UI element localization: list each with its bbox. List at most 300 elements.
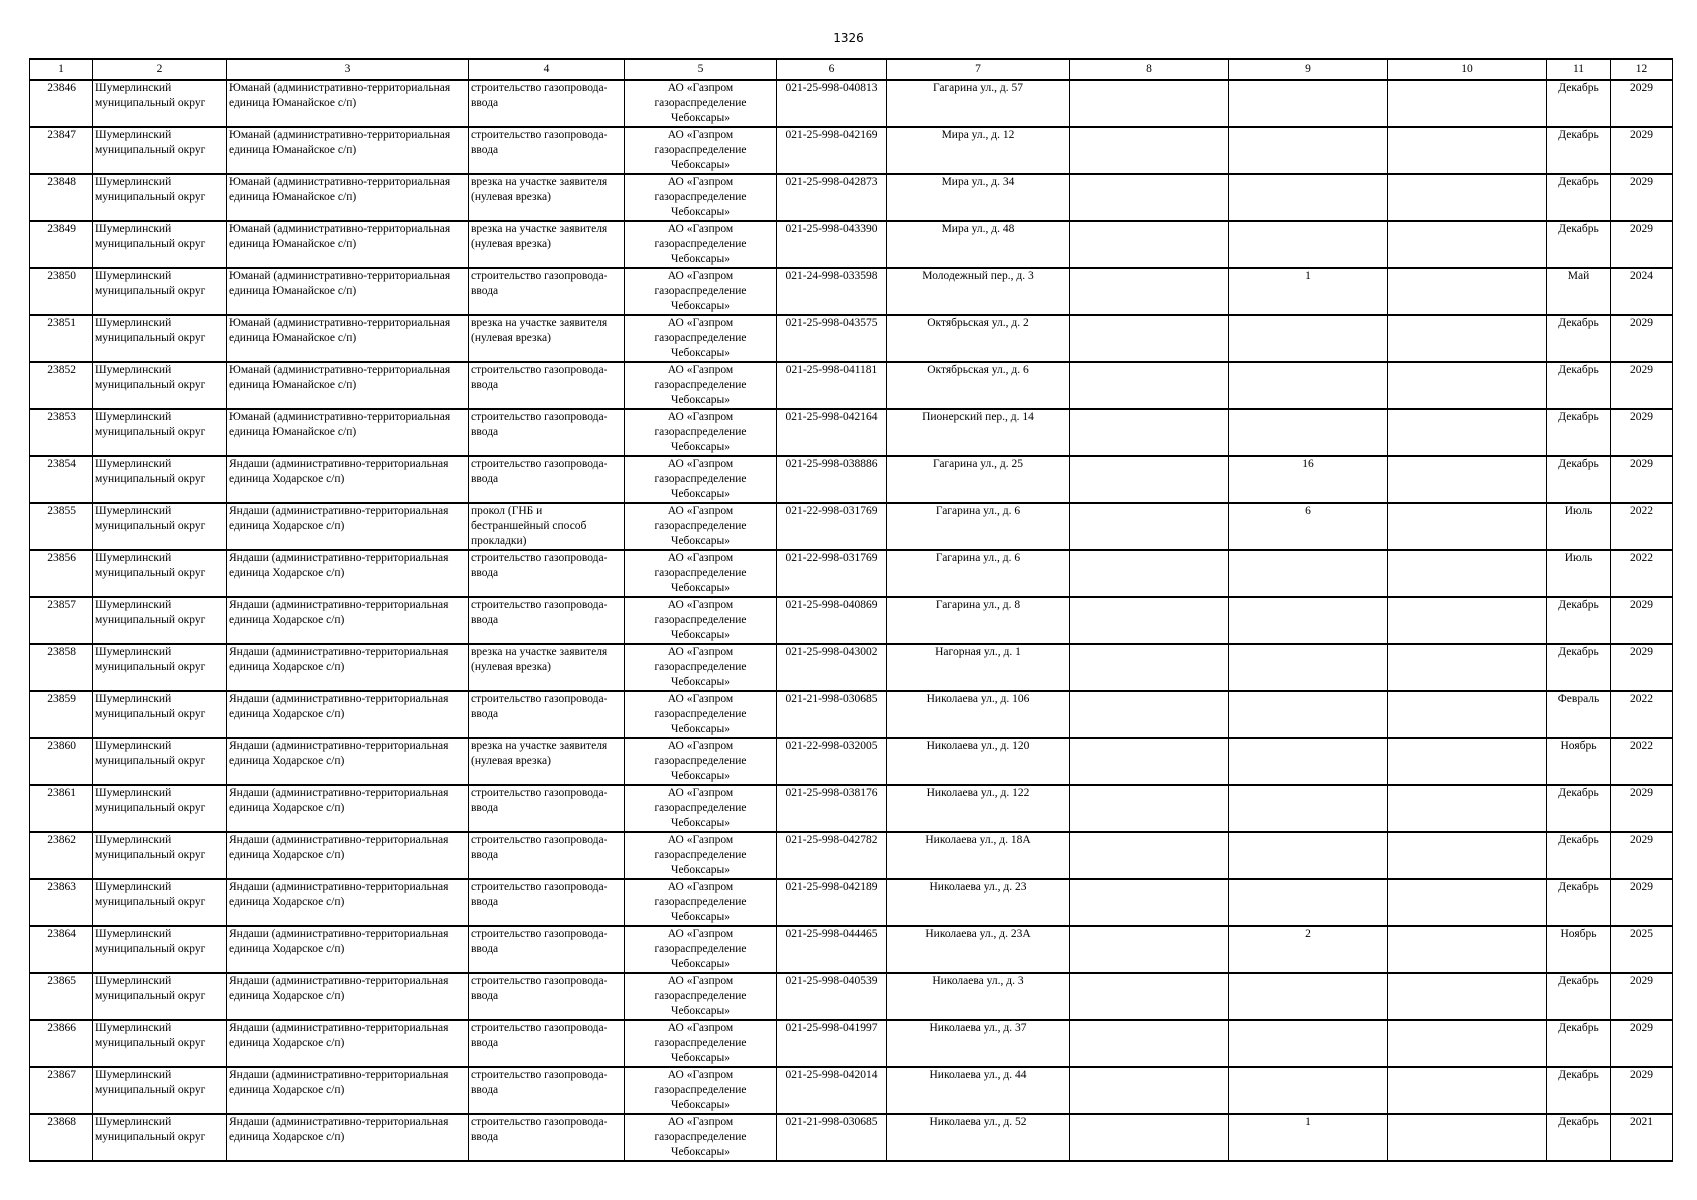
- col9-cell: [1229, 409, 1388, 456]
- locality-cell: Яндаши (административно-территориальная единица Ходарское с/п): [227, 738, 469, 785]
- district-cell: Шумерлинский муниципальный округ: [93, 1067, 227, 1114]
- year-cell: 2029: [1611, 832, 1673, 879]
- table-row: [30, 550, 1673, 597]
- col8-cell: [1070, 785, 1229, 832]
- col8-cell: [1070, 1067, 1229, 1114]
- row-number: 23849: [30, 221, 93, 268]
- address-cell: Гагарина ул., д. 6: [887, 503, 1070, 550]
- district-cell: Шумерлинский муниципальный округ: [93, 362, 227, 409]
- locality-cell: Яндаши (административно-территориальная единица Ходарское с/п): [227, 879, 469, 926]
- work-type-cell: строительство газопровода-ввода: [469, 879, 625, 926]
- work-type-cell: строительство газопровода-ввода: [469, 597, 625, 644]
- row-number: 23846: [30, 80, 93, 127]
- table-row: [30, 597, 1673, 644]
- table-row: [30, 738, 1673, 785]
- code-cell: 021-25-998-043390: [777, 221, 887, 268]
- col8-cell: [1070, 644, 1229, 691]
- col9-cell: [1229, 80, 1388, 127]
- month-cell: Декабрь: [1547, 1114, 1611, 1161]
- table-row: [30, 1114, 1673, 1161]
- month-cell: Ноябрь: [1547, 738, 1611, 785]
- table-body: [30, 80, 1673, 1161]
- locality-cell: Яндаши (административно-территориальная единица Ходарское с/п): [227, 691, 469, 738]
- code-cell: 021-21-998-030685: [777, 1114, 887, 1161]
- address-cell: Октябрьская ул., д. 6: [887, 362, 1070, 409]
- table-row: [30, 127, 1673, 174]
- address-cell: Николаева ул., д. 23: [887, 879, 1070, 926]
- address-cell: Николаева ул., д. 3: [887, 973, 1070, 1020]
- work-type-cell: врезка на участке заявителя (нулевая врезка): [469, 221, 625, 268]
- month-cell: Июль: [1547, 550, 1611, 597]
- column-header-4: 4: [469, 59, 625, 80]
- row-number: 23852: [30, 362, 93, 409]
- work-type-cell: врезка на участке заявителя (нулевая врезка): [469, 174, 625, 221]
- year-cell: 2024: [1611, 268, 1673, 315]
- district-cell: Шумерлинский муниципальный округ: [93, 926, 227, 973]
- col8-cell: [1070, 1114, 1229, 1161]
- month-cell: Декабрь: [1547, 644, 1611, 691]
- col8-cell: [1070, 879, 1229, 926]
- table-row: [30, 503, 1673, 550]
- table-row: [30, 268, 1673, 315]
- year-cell: 2029: [1611, 1020, 1673, 1067]
- locality-cell: Яндаши (административно-территориальная единица Ходарское с/п): [227, 1114, 469, 1161]
- column-header-12: 12: [1611, 59, 1673, 80]
- district-cell: Шумерлинский муниципальный округ: [93, 691, 227, 738]
- table-row: [30, 1067, 1673, 1114]
- table-row: [30, 973, 1673, 1020]
- code-cell: 021-25-998-042189: [777, 879, 887, 926]
- district-cell: Шумерлинский муниципальный округ: [93, 221, 227, 268]
- district-cell: Шумерлинский муниципальный округ: [93, 1114, 227, 1161]
- locality-cell: Яндаши (административно-территориальная единица Ходарское с/п): [227, 973, 469, 1020]
- organization-cell: АО «Газпром газораспределение Чебоксары»: [625, 597, 777, 644]
- column-header-11: 11: [1547, 59, 1611, 80]
- table-row: [30, 174, 1673, 221]
- col8-cell: [1070, 127, 1229, 174]
- table-row: [30, 456, 1673, 503]
- organization-cell: АО «Газпром газораспределение Чебоксары»: [625, 456, 777, 503]
- row-number: 23847: [30, 127, 93, 174]
- organization-cell: АО «Газпром газораспределение Чебоксары»: [625, 973, 777, 1020]
- row-number: 23855: [30, 503, 93, 550]
- year-cell: 2022: [1611, 691, 1673, 738]
- organization-cell: АО «Газпром газораспределение Чебоксары»: [625, 879, 777, 926]
- row-number: 23867: [30, 1067, 93, 1114]
- year-cell: 2029: [1611, 1067, 1673, 1114]
- locality-cell: Яндаши (административно-территориальная единица Ходарское с/п): [227, 832, 469, 879]
- code-cell: 021-24-998-033598: [777, 268, 887, 315]
- code-cell: 021-25-998-042169: [777, 127, 887, 174]
- locality-cell: Яндаши (административно-территориальная единица Ходарское с/п): [227, 785, 469, 832]
- col8-cell: [1070, 221, 1229, 268]
- col10-cell: [1388, 1020, 1547, 1067]
- code-cell: 021-25-998-044465: [777, 926, 887, 973]
- code-cell: 021-25-998-040869: [777, 597, 887, 644]
- col8-cell: [1070, 268, 1229, 315]
- col8-cell: [1070, 832, 1229, 879]
- organization-cell: АО «Газпром газораспределение Чебоксары»: [625, 785, 777, 832]
- table-row: [30, 315, 1673, 362]
- col9-cell: 6: [1229, 503, 1388, 550]
- month-cell: Декабрь: [1547, 456, 1611, 503]
- district-cell: Шумерлинский муниципальный округ: [93, 409, 227, 456]
- organization-cell: АО «Газпром газораспределение Чебоксары»: [625, 550, 777, 597]
- month-cell: Декабрь: [1547, 315, 1611, 362]
- month-cell: Декабрь: [1547, 221, 1611, 268]
- locality-cell: Юманай (административно-территориальная единица Юманайское с/п): [227, 80, 469, 127]
- month-cell: Май: [1547, 268, 1611, 315]
- work-type-cell: строительство газопровода-ввода: [469, 409, 625, 456]
- organization-cell: АО «Газпром газораспределение Чебоксары»: [625, 174, 777, 221]
- district-cell: Шумерлинский муниципальный округ: [93, 315, 227, 362]
- col9-cell: [1229, 691, 1388, 738]
- row-number: 23860: [30, 738, 93, 785]
- col9-cell: [1229, 1020, 1388, 1067]
- year-cell: 2022: [1611, 738, 1673, 785]
- col10-cell: [1388, 456, 1547, 503]
- code-cell: 021-25-998-043002: [777, 644, 887, 691]
- col9-cell: [1229, 362, 1388, 409]
- col9-cell: [1229, 221, 1388, 268]
- year-cell: 2029: [1611, 785, 1673, 832]
- code-cell: 021-25-998-041181: [777, 362, 887, 409]
- col10-cell: [1388, 738, 1547, 785]
- col9-cell: [1229, 550, 1388, 597]
- district-cell: Шумерлинский муниципальный округ: [93, 456, 227, 503]
- col8-cell: [1070, 174, 1229, 221]
- district-cell: Шумерлинский муниципальный округ: [93, 879, 227, 926]
- locality-cell: Юманай (административно-территориальная единица Юманайское с/п): [227, 315, 469, 362]
- col8-cell: [1070, 597, 1229, 644]
- col8-cell: [1070, 362, 1229, 409]
- column-header-9: 9: [1229, 59, 1388, 80]
- row-number: 23863: [30, 879, 93, 926]
- address-cell: Николаева ул., д. 106: [887, 691, 1070, 738]
- code-cell: 021-25-998-042014: [777, 1067, 887, 1114]
- column-header-8: 8: [1070, 59, 1229, 80]
- month-cell: Декабрь: [1547, 973, 1611, 1020]
- col8-cell: [1070, 456, 1229, 503]
- district-cell: Шумерлинский муниципальный округ: [93, 550, 227, 597]
- address-cell: Гагарина ул., д. 6: [887, 550, 1070, 597]
- year-cell: 2021: [1611, 1114, 1673, 1161]
- address-cell: Николаева ул., д. 120: [887, 738, 1070, 785]
- locality-cell: Яндаши (административно-территориальная единица Ходарское с/п): [227, 644, 469, 691]
- organization-cell: АО «Газпром газораспределение Чебоксары»: [625, 1114, 777, 1161]
- address-cell: Николаева ул., д. 44: [887, 1067, 1070, 1114]
- col10-cell: [1388, 1067, 1547, 1114]
- code-cell: 021-25-998-043575: [777, 315, 887, 362]
- work-type-cell: врезка на участке заявителя (нулевая врезка): [469, 644, 625, 691]
- code-cell: 021-25-998-042873: [777, 174, 887, 221]
- work-type-cell: строительство газопровода-ввода: [469, 268, 625, 315]
- col9-cell: [1229, 879, 1388, 926]
- work-type-cell: строительство газопровода-ввода: [469, 691, 625, 738]
- code-cell: 021-25-998-038176: [777, 785, 887, 832]
- address-cell: Мира ул., д. 12: [887, 127, 1070, 174]
- column-header-10: 10: [1388, 59, 1547, 80]
- col10-cell: [1388, 362, 1547, 409]
- district-cell: Шумерлинский муниципальный округ: [93, 80, 227, 127]
- district-cell: Шумерлинский муниципальный округ: [93, 268, 227, 315]
- col10-cell: [1388, 644, 1547, 691]
- locality-cell: Яндаши (административно-территориальная единица Ходарское с/п): [227, 1067, 469, 1114]
- col8-cell: [1070, 80, 1229, 127]
- col8-cell: [1070, 926, 1229, 973]
- organization-cell: АО «Газпром газораспределение Чебоксары»: [625, 738, 777, 785]
- year-cell: 2022: [1611, 503, 1673, 550]
- row-number: 23859: [30, 691, 93, 738]
- table-row: [30, 1020, 1673, 1067]
- column-header-2: 2: [93, 59, 227, 80]
- column-header-1: 1: [30, 59, 93, 80]
- work-type-cell: строительство газопровода-ввода: [469, 550, 625, 597]
- col10-cell: [1388, 268, 1547, 315]
- col10-cell: [1388, 315, 1547, 362]
- year-cell: 2029: [1611, 362, 1673, 409]
- district-cell: Шумерлинский муниципальный округ: [93, 644, 227, 691]
- col9-cell: [1229, 127, 1388, 174]
- col8-cell: [1070, 315, 1229, 362]
- address-cell: Николаева ул., д. 18А: [887, 832, 1070, 879]
- year-cell: 2029: [1611, 409, 1673, 456]
- row-number: 23848: [30, 174, 93, 221]
- address-cell: Гагарина ул., д. 57: [887, 80, 1070, 127]
- col10-cell: [1388, 221, 1547, 268]
- locality-cell: Юманай (административно-территориальная единица Юманайское с/п): [227, 174, 469, 221]
- col9-cell: [1229, 832, 1388, 879]
- col8-cell: [1070, 973, 1229, 1020]
- year-cell: 2029: [1611, 456, 1673, 503]
- col10-cell: [1388, 879, 1547, 926]
- year-cell: 2029: [1611, 315, 1673, 362]
- table-row: [30, 409, 1673, 456]
- table-row: [30, 362, 1673, 409]
- month-cell: Декабрь: [1547, 1020, 1611, 1067]
- col9-cell: [1229, 1067, 1388, 1114]
- row-number: 23850: [30, 268, 93, 315]
- col10-cell: [1388, 832, 1547, 879]
- year-cell: 2029: [1611, 80, 1673, 127]
- column-header-3: 3: [227, 59, 469, 80]
- district-cell: Шумерлинский муниципальный округ: [93, 785, 227, 832]
- year-cell: 2029: [1611, 644, 1673, 691]
- work-type-cell: строительство газопровода-ввода: [469, 973, 625, 1020]
- address-cell: Николаева ул., д. 23А: [887, 926, 1070, 973]
- locality-cell: Юманай (административно-территориальная единица Юманайское с/п): [227, 127, 469, 174]
- month-cell: Декабрь: [1547, 879, 1611, 926]
- district-cell: Шумерлинский муниципальный округ: [93, 1020, 227, 1067]
- address-cell: Нагорная ул., д. 1: [887, 644, 1070, 691]
- month-cell: Февраль: [1547, 691, 1611, 738]
- row-number: 23866: [30, 1020, 93, 1067]
- locality-cell: Яндаши (административно-территориальная единица Ходарское с/п): [227, 926, 469, 973]
- month-cell: Декабрь: [1547, 362, 1611, 409]
- district-cell: Шумерлинский муниципальный округ: [93, 127, 227, 174]
- col10-cell: [1388, 503, 1547, 550]
- col9-cell: 1: [1229, 1114, 1388, 1161]
- work-type-cell: прокол (ГНБ и бестраншейный способ прокладки): [469, 503, 625, 550]
- work-type-cell: врезка на участке заявителя (нулевая врезка): [469, 738, 625, 785]
- year-cell: 2025: [1611, 926, 1673, 973]
- row-number: 23854: [30, 456, 93, 503]
- code-cell: 021-21-998-030685: [777, 691, 887, 738]
- row-number: 23856: [30, 550, 93, 597]
- row-number: 23858: [30, 644, 93, 691]
- column-header-7: 7: [887, 59, 1070, 80]
- row-number: 23851: [30, 315, 93, 362]
- col10-cell: [1388, 785, 1547, 832]
- district-cell: Шумерлинский муниципальный округ: [93, 973, 227, 1020]
- locality-cell: Яндаши (административно-территориальная единица Ходарское с/п): [227, 456, 469, 503]
- month-cell: Декабрь: [1547, 80, 1611, 127]
- work-type-cell: строительство газопровода-ввода: [469, 785, 625, 832]
- organization-cell: АО «Газпром газораспределение Чебоксары»: [625, 832, 777, 879]
- col10-cell: [1388, 597, 1547, 644]
- table-row: [30, 832, 1673, 879]
- month-cell: Декабрь: [1547, 174, 1611, 221]
- col9-cell: 1: [1229, 268, 1388, 315]
- locality-cell: Яндаши (административно-территориальная единица Ходарское с/п): [227, 597, 469, 644]
- col10-cell: [1388, 926, 1547, 973]
- address-cell: Пионерский пер., д. 14: [887, 409, 1070, 456]
- table-row: [30, 879, 1673, 926]
- gas-connection-table: [29, 58, 1673, 1162]
- work-type-cell: строительство газопровода-ввода: [469, 362, 625, 409]
- work-type-cell: врезка на участке заявителя (нулевая врезка): [469, 315, 625, 362]
- col9-cell: [1229, 973, 1388, 1020]
- col10-cell: [1388, 1114, 1547, 1161]
- organization-cell: АО «Газпром газораспределение Чебоксары»: [625, 1067, 777, 1114]
- col8-cell: [1070, 550, 1229, 597]
- row-number: 23861: [30, 785, 93, 832]
- col10-cell: [1388, 80, 1547, 127]
- row-number: 23853: [30, 409, 93, 456]
- address-cell: Николаева ул., д. 37: [887, 1020, 1070, 1067]
- organization-cell: АО «Газпром газораспределение Чебоксары»: [625, 80, 777, 127]
- organization-cell: АО «Газпром газораспределение Чебоксары»: [625, 268, 777, 315]
- month-cell: Декабрь: [1547, 785, 1611, 832]
- row-number: 23865: [30, 973, 93, 1020]
- locality-cell: Юманай (административно-территориальная единица Юманайское с/п): [227, 268, 469, 315]
- organization-cell: АО «Газпром газораспределение Чебоксары»: [625, 926, 777, 973]
- col9-cell: [1229, 644, 1388, 691]
- year-cell: 2029: [1611, 597, 1673, 644]
- table-row: [30, 644, 1673, 691]
- month-cell: Декабрь: [1547, 597, 1611, 644]
- row-number: 23862: [30, 832, 93, 879]
- locality-cell: Юманай (административно-территориальная единица Юманайское с/п): [227, 362, 469, 409]
- locality-cell: Яндаши (административно-территориальная единица Ходарское с/п): [227, 1020, 469, 1067]
- table-row: [30, 221, 1673, 268]
- address-cell: Мира ул., д. 48: [887, 221, 1070, 268]
- month-cell: Ноябрь: [1547, 926, 1611, 973]
- code-cell: 021-25-998-040813: [777, 80, 887, 127]
- col9-cell: [1229, 738, 1388, 785]
- code-cell: 021-22-998-032005: [777, 738, 887, 785]
- address-cell: Гагарина ул., д. 8: [887, 597, 1070, 644]
- code-cell: 021-25-998-042782: [777, 832, 887, 879]
- organization-cell: АО «Газпром газораспределение Чебоксары»: [625, 409, 777, 456]
- year-cell: 2029: [1611, 174, 1673, 221]
- code-cell: 021-25-998-041997: [777, 1020, 887, 1067]
- year-cell: 2029: [1611, 127, 1673, 174]
- organization-cell: АО «Газпром газораспределение Чебоксары»: [625, 315, 777, 362]
- table-row: [30, 785, 1673, 832]
- work-type-cell: строительство газопровода-ввода: [469, 926, 625, 973]
- month-cell: Декабрь: [1547, 127, 1611, 174]
- table-row: [30, 926, 1673, 973]
- address-cell: Мира ул., д. 34: [887, 174, 1070, 221]
- month-cell: Декабрь: [1547, 1067, 1611, 1114]
- work-type-cell: строительство газопровода-ввода: [469, 80, 625, 127]
- table-row: [30, 80, 1673, 127]
- locality-cell: Яндаши (административно-территориальная единица Ходарское с/п): [227, 503, 469, 550]
- organization-cell: АО «Газпром газораспределение Чебоксары»: [625, 691, 777, 738]
- col9-cell: [1229, 174, 1388, 221]
- col10-cell: [1388, 691, 1547, 738]
- col9-cell: 16: [1229, 456, 1388, 503]
- locality-cell: Яндаши (административно-территориальная единица Ходарское с/п): [227, 550, 469, 597]
- col8-cell: [1070, 691, 1229, 738]
- address-cell: Николаева ул., д. 122: [887, 785, 1070, 832]
- code-cell: 021-25-998-040539: [777, 973, 887, 1020]
- col10-cell: [1388, 550, 1547, 597]
- work-type-cell: строительство газопровода-ввода: [469, 1067, 625, 1114]
- col8-cell: [1070, 1020, 1229, 1067]
- year-cell: 2029: [1611, 221, 1673, 268]
- row-number: 23868: [30, 1114, 93, 1161]
- work-type-cell: строительство газопровода-ввода: [469, 832, 625, 879]
- row-number: 23857: [30, 597, 93, 644]
- address-cell: Молодежный пер., д. 3: [887, 268, 1070, 315]
- col8-cell: [1070, 738, 1229, 785]
- code-cell: 021-22-998-031769: [777, 503, 887, 550]
- address-cell: Николаева ул., д. 52: [887, 1114, 1070, 1161]
- address-cell: Гагарина ул., д. 25: [887, 456, 1070, 503]
- column-header-5: 5: [625, 59, 777, 80]
- code-cell: 021-25-998-042164: [777, 409, 887, 456]
- year-cell: 2029: [1611, 879, 1673, 926]
- table-row: [30, 691, 1673, 738]
- locality-cell: Юманай (административно-территориальная единица Юманайское с/п): [227, 409, 469, 456]
- work-type-cell: строительство газопровода-ввода: [469, 1114, 625, 1161]
- column-header-6: 6: [777, 59, 887, 80]
- col9-cell: [1229, 597, 1388, 644]
- col9-cell: [1229, 315, 1388, 362]
- month-cell: Декабрь: [1547, 832, 1611, 879]
- district-cell: Шумерлинский муниципальный округ: [93, 597, 227, 644]
- district-cell: Шумерлинский муниципальный округ: [93, 503, 227, 550]
- work-type-cell: строительство газопровода-ввода: [469, 456, 625, 503]
- table-header-row: [30, 59, 1673, 80]
- col9-cell: [1229, 785, 1388, 832]
- col8-cell: [1070, 409, 1229, 456]
- col10-cell: [1388, 409, 1547, 456]
- col10-cell: [1388, 973, 1547, 1020]
- organization-cell: АО «Газпром газораспределение Чебоксары»: [625, 1020, 777, 1067]
- month-cell: Декабрь: [1547, 409, 1611, 456]
- work-type-cell: строительство газопровода-ввода: [469, 1020, 625, 1067]
- address-cell: Октябрьская ул., д. 2: [887, 315, 1070, 362]
- col8-cell: [1070, 503, 1229, 550]
- organization-cell: АО «Газпром газораспределение Чебоксары»: [625, 127, 777, 174]
- district-cell: Шумерлинский муниципальный округ: [93, 832, 227, 879]
- district-cell: Шумерлинский муниципальный округ: [93, 174, 227, 221]
- code-cell: 021-25-998-038886: [777, 456, 887, 503]
- work-type-cell: строительство газопровода-ввода: [469, 127, 625, 174]
